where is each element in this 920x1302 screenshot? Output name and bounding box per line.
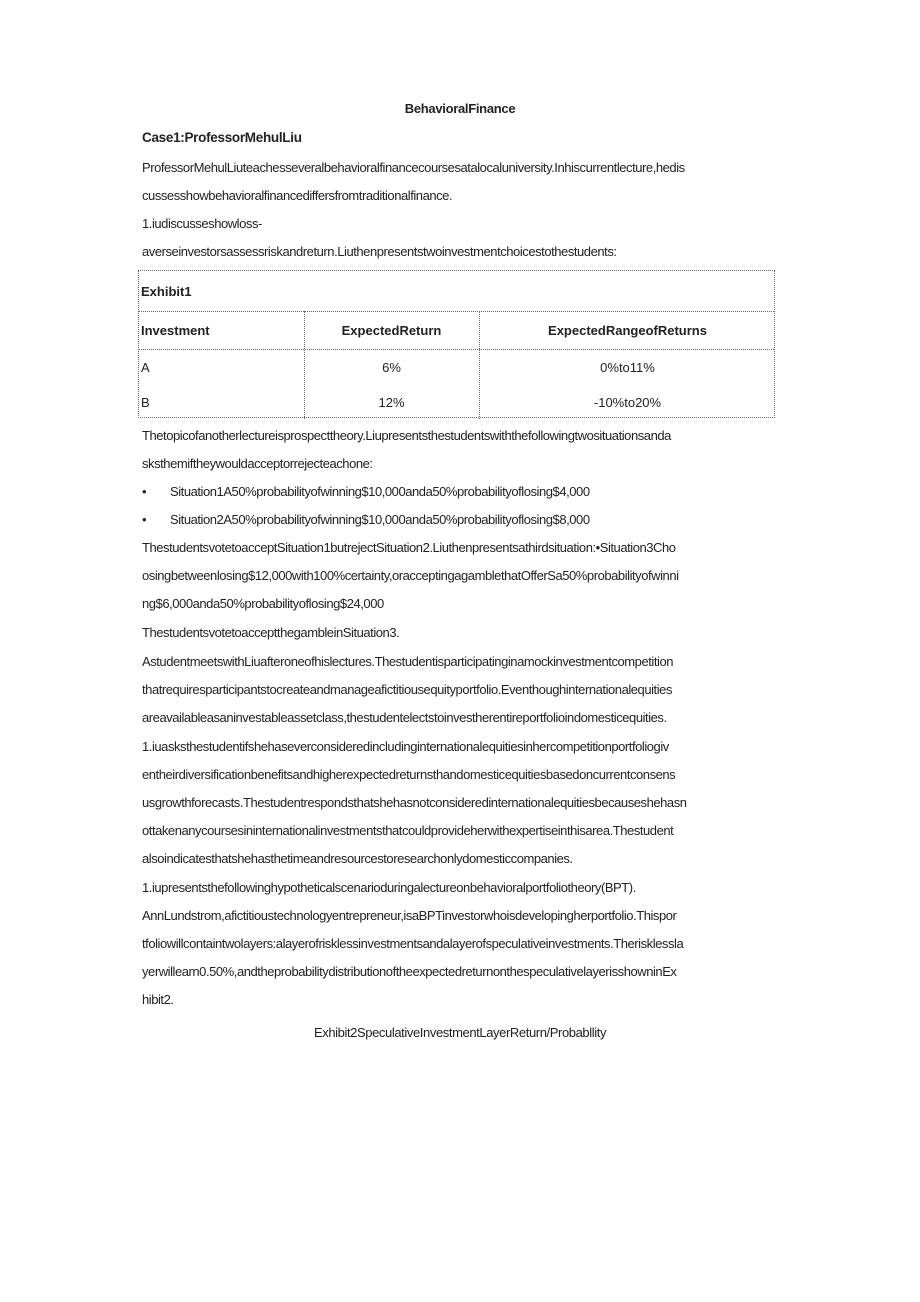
paragraph-line: ottakenanycoursesininternationalinvestmentsthatcouldprovideherwithexpertiseinthisarea.Thestudent bbox=[142, 823, 674, 838]
table-divider bbox=[139, 311, 774, 312]
paragraph-line: thatrequiresparticipantstocreateandmanageafictitiousequityportfolio.Eventhoughinternationalequities bbox=[142, 682, 672, 697]
exhibit1-table bbox=[138, 270, 775, 418]
exhibit2-caption: Exhibit2SpeculativeInvestmentLayerReturn/Probabllity bbox=[313, 1025, 607, 1040]
paragraph-line: cussesshowbehavioralfinancediffersfromtraditionalfinance. bbox=[142, 188, 453, 203]
table-header-cell: Investment bbox=[141, 323, 210, 338]
paragraph-line: ProfessorMehulLiuteachesseveralbehavioralfinancecoursesatalocaluniversity.Inhiscurrentlecture,hedis bbox=[142, 160, 685, 175]
bullet-icon: • bbox=[142, 484, 147, 499]
paragraph-line: osingbetweenlosing$12,000with100%certainty,oracceptingagamblethatOfferSa50%probabilityofwinni bbox=[142, 568, 679, 583]
paragraph-line: 1.iupresentsthefollowinghypotheticalscenarioduringalectureonbehavioralportfoliotheory(BPT). bbox=[142, 880, 636, 895]
paragraph-line: 1.iudiscusseshowloss- bbox=[142, 216, 262, 231]
paragraph-line: areavailableasaninvestableassetclass,thestudentelectstoinvestherentireportfolioindomesticequities. bbox=[142, 710, 667, 725]
table-cell: 0%to11% bbox=[600, 360, 655, 375]
paragraph-line: ThestudentsvotetoacceptthegambleinSituation3. bbox=[142, 625, 400, 640]
paragraph-line: alsoindicatesthatshehasthetimeandresourcestoresearchonlydomesticcompanies. bbox=[142, 851, 573, 866]
paragraph-line: ThestudentsvotetoacceptSituation1butrejectSituation2.Liuthenpresentsathirdsituation:•Situation3Cho bbox=[142, 540, 676, 555]
bullet-item: Situation2A50%probabilityofwinning$10,000anda50%probabilityoflosing$8,000 bbox=[170, 512, 590, 527]
exhibit1-title: Exhibit1 bbox=[141, 284, 192, 299]
bullet-icon: • bbox=[142, 512, 147, 527]
paragraph-line: Thetopicofanotherlectureisprospecttheory.Liupresentsthestudentswiththefollowingtwosituationsanda bbox=[142, 428, 671, 443]
paragraph-line: AstudentmeetswithLiuafteroneofhislectures.Thestudentisparticipatinginamockinvestmentcompetition bbox=[142, 654, 674, 669]
table-divider bbox=[139, 349, 774, 350]
table-header-cell: ExpectedReturn bbox=[341, 323, 442, 338]
paragraph-line: sksthemiftheywouldacceptorrejecteachone: bbox=[142, 456, 373, 471]
table-cell: B bbox=[141, 395, 150, 410]
paragraph-line: AnnLundstrom,afictitioustechnologyentrepreneur,isaBPTinvestorwhoisdevelopingherportfolio.Thispor bbox=[142, 908, 677, 923]
table-cell: -10%to20% bbox=[593, 395, 662, 410]
paragraph-line: ng$6,000anda50%probabilityoflosing$24,000 bbox=[142, 596, 384, 611]
table-cell: A bbox=[141, 360, 150, 375]
paragraph-line: 1.iuasksthestudentifshehaseverconsideredincludinginternationalequitiesinhercompetitionportfoliogiv bbox=[142, 739, 669, 754]
paragraph-line: yerwillearn0.50%,andtheprobabilitydistributionoftheexpectedreturnonthespeculativelayerisshowninEx bbox=[142, 964, 677, 979]
document-title: BehavioralFinance bbox=[404, 101, 516, 116]
table-cell: 6% bbox=[382, 360, 401, 375]
paragraph-line: averseinvestorsassessriskandreturn.Liuthenpresentstwoinvestmentchoicestothestudents: bbox=[142, 244, 617, 259]
table-header-cell: ExpectedRangeofReturns bbox=[548, 323, 707, 338]
paragraph-line: usgrowthforecasts.Thestudentrespondsthatshehasnotconsideredinternationalequitiesbecauseshehasn bbox=[142, 795, 687, 810]
paragraph-line: hibit2. bbox=[142, 992, 174, 1007]
case-heading: Case1:ProfessorMehulLiu bbox=[142, 130, 302, 145]
paragraph-line: entheirdiversificationbenefitsandhigherexpectedreturnsthandomesticequitiesbasedoncurrentconsens bbox=[142, 767, 676, 782]
paragraph-line: tfoliowillcontaintwolayers:alayerofrisklessinvestmentsandalayerofspeculativeinvestments.Therisklessla bbox=[142, 936, 684, 951]
table-cell: 12% bbox=[378, 395, 405, 410]
bullet-item: Situation1A50%probabilityofwinning$10,000anda50%probabilityoflosing$4,000 bbox=[170, 484, 590, 499]
